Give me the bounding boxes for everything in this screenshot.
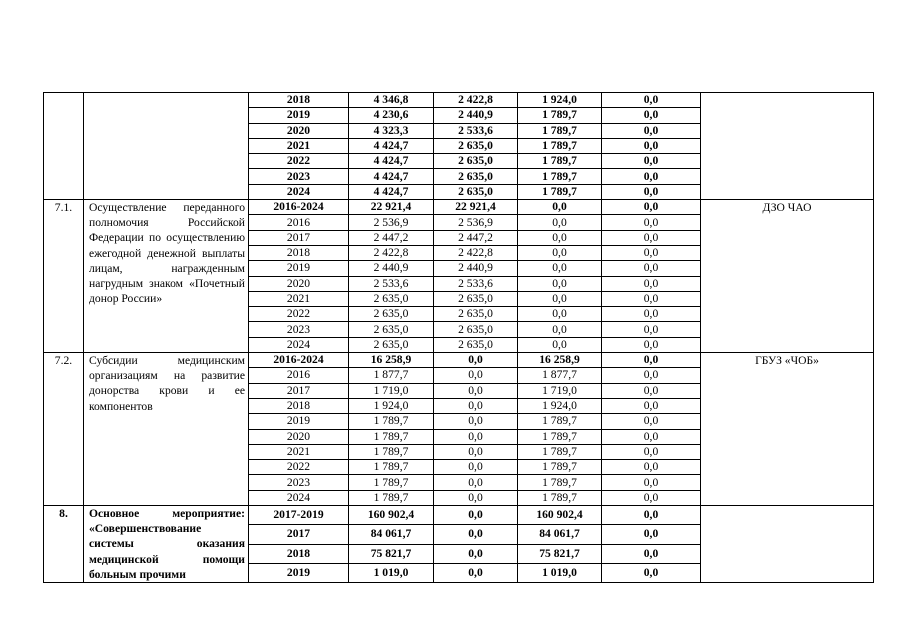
federal-budget-cell: 2 635,0 [434, 291, 518, 306]
okrug-budget-cell: 1 924,0 [518, 398, 602, 413]
total-cell: 84 061,7 [349, 525, 434, 544]
year-cell: 2017 [249, 230, 349, 245]
year-cell: 2019 [249, 414, 349, 429]
year-cell: 2020 [249, 429, 349, 444]
okrug-budget-cell: 75 821,7 [518, 544, 602, 563]
other-sources-cell: 0,0 [602, 154, 701, 169]
total-cell: 1 924,0 [349, 398, 434, 413]
federal-budget-cell: 2 635,0 [434, 169, 518, 184]
federal-budget-cell: 2 533,6 [434, 123, 518, 138]
okrug-budget-cell: 0,0 [518, 322, 602, 337]
federal-budget-cell: 0,0 [434, 506, 518, 525]
federal-budget-cell: 2 635,0 [434, 307, 518, 322]
total-cell: 2 635,0 [349, 337, 434, 352]
other-sources-cell: 0,0 [602, 261, 701, 276]
other-sources-cell: 0,0 [602, 184, 701, 199]
total-cell: 2 447,2 [349, 230, 434, 245]
table-row [44, 200, 874, 215]
total-cell: 4 424,7 [349, 154, 434, 169]
year-cell: 2017 [249, 383, 349, 398]
other-sources-cell: 0,0 [602, 291, 701, 306]
total-cell: 1 789,7 [349, 490, 434, 505]
item-name [84, 93, 249, 200]
other-sources-cell: 0,0 [602, 563, 701, 582]
year-cell: 2020 [249, 276, 349, 291]
total-cell: 2 635,0 [349, 291, 434, 306]
year-cell: 2018 [249, 245, 349, 260]
federal-budget-cell: 2 422,8 [434, 245, 518, 260]
year-cell: 2018 [249, 93, 349, 108]
okrug-budget-cell: 1 719,0 [518, 383, 602, 398]
year-cell: 2016 [249, 215, 349, 230]
year-cell: 2020 [249, 123, 349, 138]
total-cell: 160 902,4 [349, 506, 434, 525]
federal-budget-cell: 22 921,4 [434, 200, 518, 215]
federal-budget-cell: 0,0 [434, 383, 518, 398]
federal-budget-cell: 0,0 [434, 563, 518, 582]
other-sources-cell: 0,0 [602, 108, 701, 123]
okrug-budget-cell: 1 019,0 [518, 563, 602, 582]
federal-budget-cell: 0,0 [434, 429, 518, 444]
total-cell: 2 635,0 [349, 322, 434, 337]
other-sources-cell: 0,0 [602, 490, 701, 505]
year-cell: 2019 [249, 108, 349, 123]
responsible-executor [701, 93, 874, 200]
total-cell: 1 719,0 [349, 383, 434, 398]
federal-budget-cell: 0,0 [434, 525, 518, 544]
okrug-budget-cell: 0,0 [518, 200, 602, 215]
okrug-budget-cell: 0,0 [518, 261, 602, 276]
year-cell: 2023 [249, 322, 349, 337]
item-name: Субсидии медицинским организациям на развитие донорства крови и ее компонентов [84, 353, 249, 506]
other-sources-cell: 0,0 [602, 368, 701, 383]
other-sources-cell: 0,0 [602, 544, 701, 563]
federal-budget-cell: 0,0 [434, 414, 518, 429]
other-sources-cell: 0,0 [602, 414, 701, 429]
federal-budget-cell: 0,0 [434, 398, 518, 413]
total-cell: 1 019,0 [349, 563, 434, 582]
other-sources-cell: 0,0 [602, 322, 701, 337]
okrug-budget-cell: 0,0 [518, 230, 602, 245]
federal-budget-cell: 2 440,9 [434, 261, 518, 276]
total-cell: 4 424,7 [349, 184, 434, 199]
other-sources-cell: 0,0 [602, 138, 701, 153]
other-sources-cell: 0,0 [602, 230, 701, 245]
item-number [44, 93, 84, 200]
okrug-budget-cell: 84 061,7 [518, 525, 602, 544]
year-cell: 2024 [249, 184, 349, 199]
okrug-budget-cell: 1 877,7 [518, 368, 602, 383]
federal-budget-cell: 2 635,0 [434, 138, 518, 153]
okrug-budget-cell: 0,0 [518, 276, 602, 291]
year-cell: 2021 [249, 138, 349, 153]
year-cell: 2023 [249, 169, 349, 184]
year-cell: 2022 [249, 307, 349, 322]
okrug-budget-cell: 0,0 [518, 291, 602, 306]
total-cell: 4 323,3 [349, 123, 434, 138]
federal-budget-cell: 2 440,9 [434, 108, 518, 123]
federal-budget-cell: 0,0 [434, 460, 518, 475]
other-sources-cell: 0,0 [602, 429, 701, 444]
other-sources-cell: 0,0 [602, 383, 701, 398]
year-cell: 2022 [249, 460, 349, 475]
other-sources-cell: 0,0 [602, 307, 701, 322]
other-sources-cell: 0,0 [602, 460, 701, 475]
federal-budget-cell: 2 635,0 [434, 337, 518, 352]
total-cell: 4 230,6 [349, 108, 434, 123]
item-number: 8. [44, 506, 84, 583]
total-cell: 1 789,7 [349, 444, 434, 459]
okrug-budget-cell: 1 924,0 [518, 93, 602, 108]
total-cell: 2 536,9 [349, 215, 434, 230]
total-cell: 2 533,6 [349, 276, 434, 291]
other-sources-cell: 0,0 [602, 123, 701, 138]
year-cell: 2024 [249, 337, 349, 352]
total-cell: 22 921,4 [349, 200, 434, 215]
total-cell: 75 821,7 [349, 544, 434, 563]
other-sources-cell: 0,0 [602, 475, 701, 490]
okrug-budget-cell: 1 789,7 [518, 123, 602, 138]
federal-budget-cell: 2 635,0 [434, 154, 518, 169]
total-cell: 2 440,9 [349, 261, 434, 276]
item-name: Осуществление переданного полномочия Российской Федерации по осуществлению ежегодной денежной выплаты лицам, награжденным нагрудным знаком «Почетный донор России» [84, 200, 249, 353]
okrug-budget-cell: 1 789,7 [518, 414, 602, 429]
item-number: 7.2. [44, 353, 84, 506]
okrug-budget-cell: 160 902,4 [518, 506, 602, 525]
okrug-budget-cell: 1 789,7 [518, 108, 602, 123]
year-cell: 2021 [249, 291, 349, 306]
federal-budget-cell: 0,0 [434, 475, 518, 490]
federal-budget-cell: 2 635,0 [434, 322, 518, 337]
federal-budget-cell: 0,0 [434, 353, 518, 368]
year-cell: 2019 [249, 261, 349, 276]
okrug-budget-cell: 1 789,7 [518, 429, 602, 444]
total-cell: 2 422,8 [349, 245, 434, 260]
total-cell: 1 789,7 [349, 414, 434, 429]
year-cell: 2016 [249, 368, 349, 383]
federal-budget-cell: 2 422,8 [434, 93, 518, 108]
total-cell: 16 258,9 [349, 353, 434, 368]
table-row [44, 353, 874, 368]
other-sources-cell: 0,0 [602, 337, 701, 352]
responsible-executor: ДЗО ЧАО [701, 200, 874, 353]
other-sources-cell: 0,0 [602, 93, 701, 108]
okrug-budget-cell: 0,0 [518, 337, 602, 352]
other-sources-cell: 0,0 [602, 506, 701, 525]
okrug-budget-cell: 1 789,7 [518, 184, 602, 199]
responsible-executor: ГБУЗ «ЧОБ» [701, 353, 874, 506]
total-cell: 4 424,7 [349, 169, 434, 184]
year-cell: 2017-2019 [249, 506, 349, 525]
item-number: 7.1. [44, 200, 84, 353]
other-sources-cell: 0,0 [602, 525, 701, 544]
year-cell: 2019 [249, 563, 349, 582]
okrug-budget-cell: 1 789,7 [518, 169, 602, 184]
responsible-executor [701, 506, 874, 583]
other-sources-cell: 0,0 [602, 200, 701, 215]
other-sources-cell: 0,0 [602, 245, 701, 260]
total-cell: 1 877,7 [349, 368, 434, 383]
item-name: Основное мероприятие: «Совершенствование системы оказания медицинской помощи больным прочими [84, 506, 249, 583]
okrug-budget-cell: 1 789,7 [518, 138, 602, 153]
federal-budget-cell: 0,0 [434, 368, 518, 383]
other-sources-cell: 0,0 [602, 276, 701, 291]
other-sources-cell: 0,0 [602, 215, 701, 230]
okrug-budget-cell: 0,0 [518, 245, 602, 260]
okrug-budget-cell: 1 789,7 [518, 475, 602, 490]
federal-budget-cell: 2 536,9 [434, 215, 518, 230]
total-cell: 1 789,7 [349, 429, 434, 444]
year-cell: 2016-2024 [249, 200, 349, 215]
year-cell: 2023 [249, 475, 349, 490]
table-row [44, 93, 874, 108]
federal-budget-cell: 2 635,0 [434, 184, 518, 199]
budget-table [43, 92, 874, 583]
okrug-budget-cell: 16 258,9 [518, 353, 602, 368]
total-cell: 4 346,8 [349, 93, 434, 108]
federal-budget-cell: 0,0 [434, 490, 518, 505]
okrug-budget-cell: 0,0 [518, 307, 602, 322]
okrug-budget-cell: 0,0 [518, 215, 602, 230]
okrug-budget-cell: 1 789,7 [518, 444, 602, 459]
federal-budget-cell: 0,0 [434, 544, 518, 563]
other-sources-cell: 0,0 [602, 444, 701, 459]
table-row [44, 506, 874, 525]
year-cell: 2021 [249, 444, 349, 459]
year-cell: 2024 [249, 490, 349, 505]
okrug-budget-cell: 1 789,7 [518, 490, 602, 505]
year-cell: 2016-2024 [249, 353, 349, 368]
year-cell: 2018 [249, 398, 349, 413]
year-cell: 2017 [249, 525, 349, 544]
year-cell: 2018 [249, 544, 349, 563]
total-cell: 2 635,0 [349, 307, 434, 322]
other-sources-cell: 0,0 [602, 398, 701, 413]
total-cell: 1 789,7 [349, 460, 434, 475]
total-cell: 1 789,7 [349, 475, 434, 490]
other-sources-cell: 0,0 [602, 353, 701, 368]
okrug-budget-cell: 1 789,7 [518, 154, 602, 169]
total-cell: 4 424,7 [349, 138, 434, 153]
other-sources-cell: 0,0 [602, 169, 701, 184]
federal-budget-cell: 0,0 [434, 444, 518, 459]
year-cell: 2022 [249, 154, 349, 169]
federal-budget-cell: 2 447,2 [434, 230, 518, 245]
okrug-budget-cell: 1 789,7 [518, 460, 602, 475]
federal-budget-cell: 2 533,6 [434, 276, 518, 291]
